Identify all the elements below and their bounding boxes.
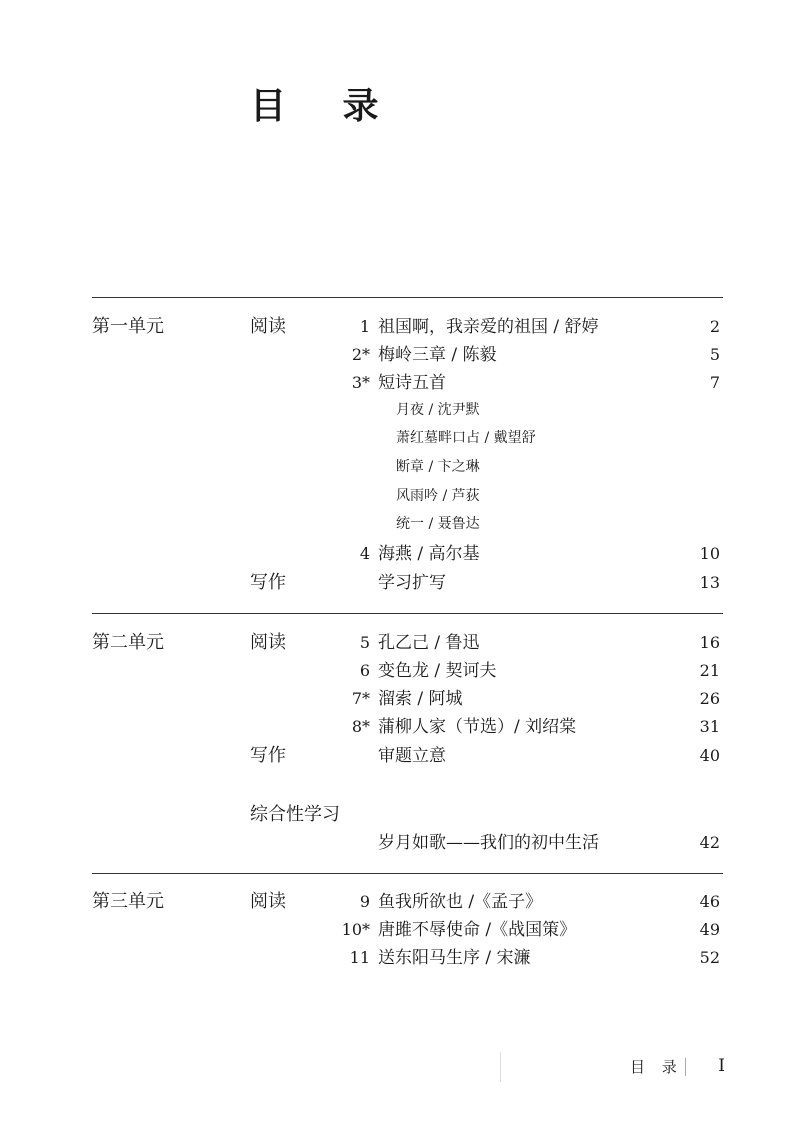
- page-number: 13: [699, 573, 720, 592]
- lesson-number: 6: [359, 661, 370, 680]
- lesson-title: 审题立意: [378, 746, 446, 766]
- section-divider: [92, 873, 723, 874]
- lesson-title: 短诗五首: [378, 373, 446, 393]
- lesson-number: 7*: [351, 689, 370, 708]
- page-number: 40: [699, 746, 720, 765]
- page-number: 52: [699, 948, 720, 967]
- page-number: 16: [699, 633, 720, 652]
- lesson-title: 岁月如歌——我们的初中生活: [378, 833, 599, 853]
- lesson-title: 鱼我所欲也 /《孟子》: [378, 892, 543, 912]
- lesson-title: 学习扩写: [378, 573, 446, 593]
- section-category: 阅读: [250, 316, 286, 337]
- sub-lesson-title: 萧红墓畔口占 / 戴望舒: [396, 430, 536, 446]
- page-title: 目 录: [250, 85, 401, 127]
- footer-page-number: I: [718, 1056, 725, 1076]
- lesson-number: 1: [359, 317, 370, 336]
- sub-lesson-title: 月夜 / 沈尹默: [396, 402, 480, 418]
- page-number: 2: [709, 317, 720, 336]
- lesson-number: 8*: [351, 717, 370, 736]
- section-category: 写作: [250, 572, 286, 593]
- page-gutter-line: [500, 1052, 501, 1082]
- footer-title: 目 录: [630, 1058, 683, 1076]
- lesson-number: 2*: [351, 345, 370, 364]
- page-number: 7: [709, 373, 720, 392]
- page-number: 5: [709, 345, 720, 364]
- section-category: 写作: [250, 745, 286, 766]
- section-category: 综合性学习: [250, 804, 340, 825]
- page-number: 31: [699, 717, 720, 736]
- section-category: 阅读: [250, 891, 286, 912]
- lesson-number: 10*: [341, 920, 370, 939]
- lesson-number: 11: [349, 948, 370, 967]
- lesson-title: 变色龙 / 契诃夫: [378, 661, 497, 681]
- page-number: 49: [699, 920, 720, 939]
- lesson-number: 9: [359, 892, 370, 911]
- lesson-title: 送东阳马生序 / 宋濂: [378, 948, 531, 968]
- unit-title: 第三单元: [92, 891, 164, 912]
- lesson-number: 5: [359, 633, 370, 652]
- lesson-title: 梅岭三章 / 陈毅: [378, 345, 497, 365]
- unit-title: 第二单元: [92, 632, 164, 653]
- lesson-title: 祖国啊，我亲爱的祖国 / 舒婷: [378, 317, 599, 337]
- lesson-title: 蒲柳人家（节选）/ 刘绍棠: [378, 717, 577, 737]
- page-number: 26: [699, 689, 720, 708]
- section-category: 阅读: [250, 632, 286, 653]
- sub-lesson-title: 统一 / 聂鲁达: [396, 516, 480, 532]
- lesson-number: 4: [359, 544, 370, 563]
- lesson-number: 3*: [351, 373, 370, 392]
- unit-title: 第一单元: [92, 316, 164, 337]
- lesson-title: 溜索 / 阿城: [378, 689, 463, 709]
- lesson-title: 孔乙己 / 鲁迅: [378, 633, 480, 653]
- page-number: 46: [699, 892, 720, 911]
- lesson-title: 海燕 / 高尔基: [378, 544, 480, 564]
- lesson-title: 唐雎不辱使命 /《战国策》: [378, 920, 577, 940]
- page-number: 21: [699, 661, 720, 680]
- footer-separator: [685, 1058, 686, 1076]
- page-number: 42: [699, 833, 720, 852]
- section-divider: [92, 613, 723, 614]
- section-divider: [92, 297, 723, 298]
- sub-lesson-title: 风雨吟 / 芦荻: [396, 488, 480, 504]
- sub-lesson-title: 断章 / 卞之琳: [396, 459, 480, 475]
- page-number: 10: [699, 544, 720, 563]
